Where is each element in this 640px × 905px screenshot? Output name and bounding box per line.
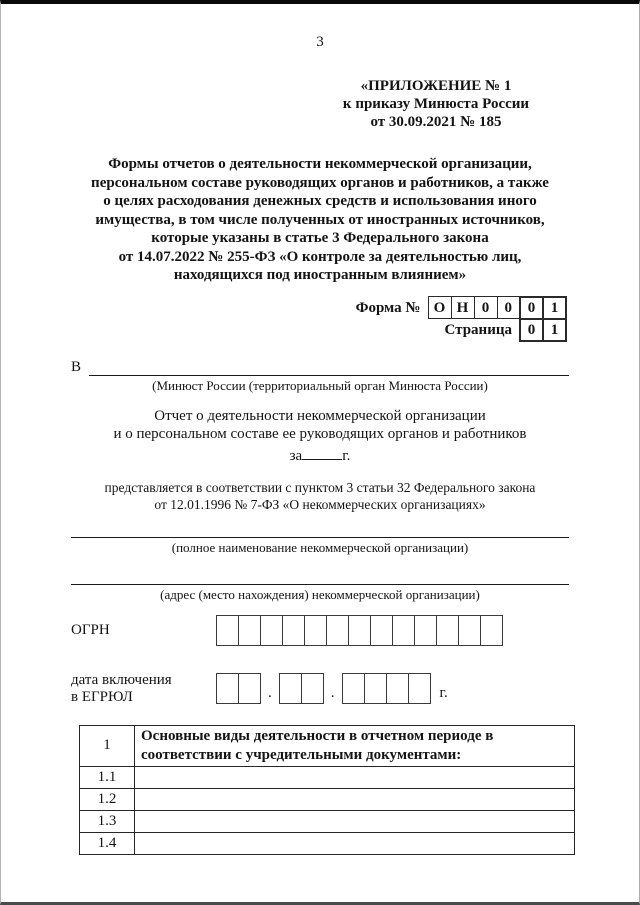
org-name-caption: (полное наименование некоммерческой организации): [171, 539, 469, 555]
page-code-label: Страница: [444, 321, 512, 338]
report-title-line: и о персональном составе ее руководящих органов и работников: [113, 425, 527, 442]
form-code-cell: 1: [543, 297, 566, 319]
ogrn-digit-box[interactable]: [304, 615, 327, 646]
egrul-month-box[interactable]: [279, 673, 302, 704]
egrul-year-boxes: [342, 673, 431, 704]
egrul-year-box[interactable]: [408, 673, 431, 704]
page-code-row: [356, 319, 566, 341]
legal-basis-line: представляется в соответствии с пунктом 3 статьи 32 Федерального закона: [104, 479, 536, 495]
page-content: [1, 34, 639, 855]
egrul-label: [71, 672, 216, 706]
document-title-line: Формы отчетов о деятельности некоммерческой организации,: [108, 156, 532, 172]
table-row: [80, 788, 575, 810]
org-address-caption: (адрес (место нахождения) некоммерческой организации): [160, 586, 480, 602]
ogrn-digit-box[interactable]: [480, 615, 503, 646]
row-text-cell[interactable]: [135, 832, 575, 854]
row-text-cell[interactable]: [135, 810, 575, 832]
form-code-cell: 0: [520, 297, 543, 319]
recipient-row: [71, 359, 569, 376]
egrul-year-box[interactable]: [364, 673, 387, 704]
year-prefix: за: [289, 447, 303, 464]
page-code-cell: 1: [543, 319, 566, 341]
page-number: 3: [316, 34, 324, 50]
ogrn-digit-box[interactable]: [348, 615, 371, 646]
ogrn-digit-box[interactable]: [370, 615, 393, 646]
year-blank-field[interactable]: [302, 446, 342, 460]
egrul-year-suffix: г.: [439, 685, 448, 701]
ogrn-digit-box[interactable]: [282, 615, 305, 646]
form-code-cell: 0: [474, 297, 497, 319]
egrul-date-row: [71, 672, 569, 706]
row-number-cell: 1.1: [80, 766, 135, 788]
ogrn-digit-box[interactable]: [458, 615, 481, 646]
ogrn-digit-box[interactable]: [238, 615, 261, 646]
egrul-year-box[interactable]: [342, 673, 365, 704]
ogrn-label: ОГРН: [71, 621, 110, 638]
appendix-line: от 30.09.2021 № 185: [370, 114, 502, 130]
ogrn-digit-box[interactable]: [414, 615, 437, 646]
form-code-block: [71, 296, 569, 342]
form-code-cell: Н: [451, 297, 474, 319]
row-text-cell[interactable]: [135, 766, 575, 788]
row-number-cell: 1.2: [80, 788, 135, 810]
document-title-line: находящихся под иностранным влиянием»: [173, 267, 467, 283]
recipient-caption: (Минюст России (территориальный орган Минюста России): [152, 377, 488, 393]
recipient-prefix: В: [71, 358, 82, 375]
egrul-date-boxes: [216, 673, 448, 704]
date-separator: .: [330, 685, 335, 701]
row-text-cell[interactable]: [135, 788, 575, 810]
form-code-label: Форма №: [355, 299, 421, 316]
egrul-year-box[interactable]: [386, 673, 409, 704]
egrul-month-box[interactable]: [301, 673, 324, 704]
egrul-month-boxes: [279, 673, 324, 704]
ogrn-digit-box[interactable]: [392, 615, 415, 646]
row-number-cell: 1.4: [80, 832, 135, 854]
document-title-line: персональном составе руководящих органов и работников, а также: [91, 174, 549, 191]
ogrn-digit-box[interactable]: [326, 615, 349, 646]
row-text-cell: Основные виды деятельности в отчетном периоде в соответствии с учредительными документами:: [135, 725, 575, 766]
report-year-line: [71, 446, 569, 465]
document-title-line: о целях расходования денежных средств и использования иного: [103, 193, 537, 209]
org-name-field[interactable]: [71, 516, 569, 538]
org-address-field[interactable]: [71, 563, 569, 585]
date-separator: .: [268, 685, 272, 701]
table-row: [80, 725, 575, 766]
egrul-day-box[interactable]: [216, 673, 239, 704]
egrul-day-boxes: [216, 673, 261, 704]
ogrn-digit-box[interactable]: [260, 615, 283, 646]
document-title-line: имущества, в том числе полученных от иностранных источников,: [95, 211, 545, 228]
year-suffix: г.: [342, 447, 351, 464]
legal-basis-line: от 12.01.1996 № 7-ФЗ «О некоммерческих организациях»: [154, 496, 486, 512]
form-code-table: [356, 296, 567, 342]
appendix-block: [321, 77, 551, 131]
recipient-blank-line[interactable]: [89, 359, 569, 376]
document-title: [71, 155, 569, 285]
egrul-label-line: дата включения: [71, 671, 172, 688]
ogrn-digit-box[interactable]: [216, 615, 239, 646]
form-code-cell: О: [428, 297, 451, 319]
row-number-cell: 1: [80, 725, 135, 766]
activity-table: [79, 725, 575, 855]
table-row: [80, 832, 575, 854]
ogrn-digit-box[interactable]: [436, 615, 459, 646]
document-title-line: от 14.07.2022 № 255-ФЗ «О контроле за деятельностью лиц,: [118, 248, 522, 265]
document-title-line: которые указаны в статье 3 Федерального закона: [151, 230, 489, 246]
report-title: [71, 407, 569, 465]
table-row: [80, 810, 575, 832]
ogrn-row: [71, 615, 569, 646]
legal-basis: [71, 479, 569, 513]
egrul-day-box[interactable]: [238, 673, 261, 704]
form-code-row: [356, 297, 566, 319]
page-code-cell: 0: [520, 319, 543, 341]
form-code-cell: 0: [497, 297, 520, 319]
ogrn-digit-boxes: [216, 615, 503, 646]
appendix-line: к приказу Минюста России: [342, 96, 530, 112]
appendix-line: «ПРИЛОЖЕНИЕ № 1: [360, 78, 512, 94]
row-number-cell: 1.3: [80, 810, 135, 832]
report-title-line: Отчет о деятельности некоммерческой организации: [154, 407, 486, 424]
table-row: [80, 766, 575, 788]
egrul-label-line: в ЕГРЮЛ: [71, 688, 133, 705]
